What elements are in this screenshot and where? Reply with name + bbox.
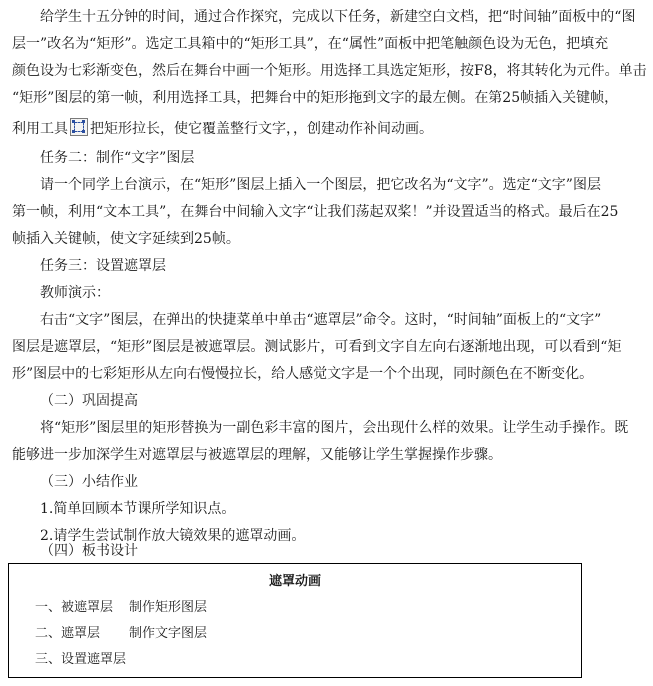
paragraph-line: 颜色设为七彩渐变色，然后在舞台中画一个矩形。用选择工具选定矩形，按F8，将其转化为元件。单击: [12, 63, 647, 79]
paragraph-line: 层一”改名为“矩形”。选定工具箱中的“矩形工具”，在“属性”面板中把笔触颜色设为无色，把填充: [12, 36, 609, 52]
board-row: [35, 648, 126, 667]
board-heading: （四）板书设计: [40, 543, 138, 559]
summary-item: 2.请学生尝试制作放大镜效果的遮罩动画。: [40, 528, 306, 544]
board-title: 遮罩动画: [268, 574, 321, 589]
teacher-demo-label: 教师演示：: [40, 285, 110, 301]
paragraph-line: 右击“文字”图层，在弹出的快捷菜单中单击“遮罩层”命令。这时，“时间轴”面板上的“文字”: [40, 312, 602, 328]
tool-text-before: 利用工具: [12, 121, 68, 137]
board-row-left: 一、被遮罩层: [35, 600, 114, 615]
paragraph-line: 第一帧，利用“文本工具”，在舞台中间输入文字“让我们荡起双桨！”并设置适当的格式。最后在25: [12, 204, 619, 220]
paragraph-line: 帧插入关键帧，使文字延续到25帧。: [12, 231, 240, 247]
summary-item: 1.简单回顾本节课所学知识点。: [40, 501, 236, 517]
task2-heading: 任务二：制作“文字”图层: [40, 150, 195, 166]
board-row-right: 制作矩形图层: [129, 600, 208, 615]
task3-heading: 任务三：设置遮罩层: [40, 258, 166, 274]
board-row-left: 二、遮罩层: [35, 626, 101, 641]
paragraph-line: 请一个同学上台演示，在“矩形”图层上插入一个图层，把它改名为“文字”。选定“文字”图层: [40, 177, 601, 193]
board-design-box: [8, 563, 582, 678]
paragraph-line-with-icon: [12, 116, 433, 143]
paragraph-line: “矩形”图层的第一帧，利用选择工具，把舞台中的矩形拖到文字的最左侧。在第25帧插入关键帧，: [12, 90, 619, 106]
summary-heading: （三）小结作业: [40, 474, 138, 490]
paragraph-line: 能够进一步加深学生对遮罩层与被遮罩层的理解，又能够让学生掌握操作步骤。: [12, 447, 502, 463]
paragraph-line: 将“矩形”图层里的矩形替换为一副色彩丰富的图片，会出现什么样的效果。让学生动手操作。既: [40, 420, 629, 436]
paragraph-line: 形”图层中的七彩矩形从左向右慢慢拉长，给人感觉文字是一个个出现，同时颜色在不断变化。: [12, 366, 594, 382]
tool-text-after: 把矩形拉长，使它覆盖整行文字，，创建动作补间动画。: [90, 121, 433, 137]
free-transform-tool-icon: [70, 118, 88, 136]
board-row: [35, 596, 208, 615]
board-row-left: 三、设置遮罩层: [35, 652, 127, 667]
paragraph-line: 图层是遮罩层，“矩形”图层是被遮罩层。测试影片，可看到文字自左向右逐渐地出现，可以看到“矩: [12, 339, 622, 355]
board-row-right: 制作文字图层: [129, 626, 208, 641]
paragraph-line: 给学生十五分钟的时间，通过合作探究，完成以下任务，新建空白文档，把“时间轴”面板中的“图: [40, 9, 636, 25]
board-row: [35, 622, 208, 641]
consolidate-heading: （二）巩固提高: [40, 393, 138, 409]
